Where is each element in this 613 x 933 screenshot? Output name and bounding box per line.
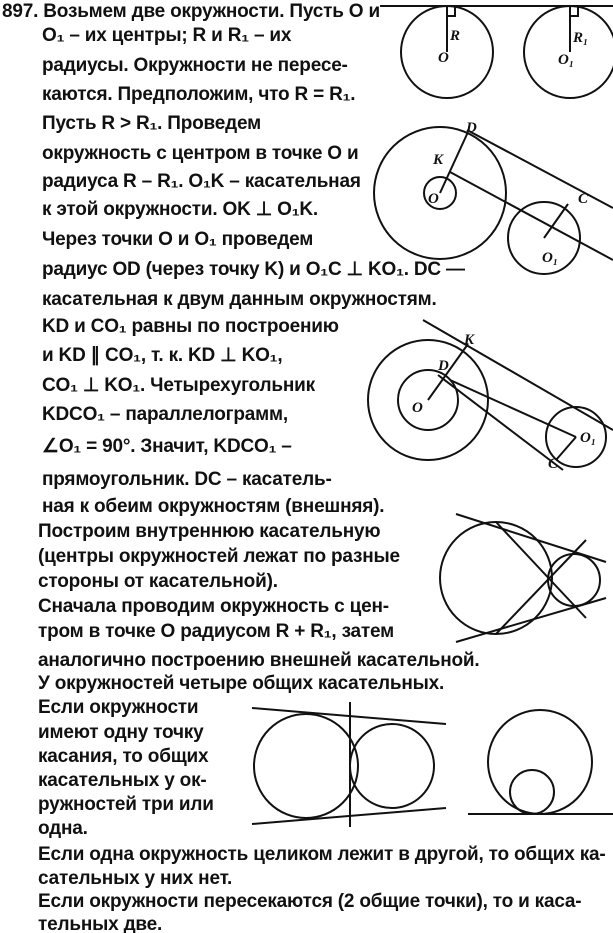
circle-small	[548, 554, 600, 606]
figure-four-tangents	[436, 500, 613, 650]
text-line-21: стороны от касательной).	[38, 571, 278, 592]
label-c: C	[578, 191, 589, 207]
text-line-9: Через точки O и O₁ проведем	[42, 229, 314, 250]
text-line-20: (центры окружностей лежат по разные	[38, 546, 400, 567]
text-line-7: радиуса R – R₁. O₁K – касательная	[42, 171, 361, 192]
text-line-16: ∠O₁ = 90°. Значит, KDCO₁ –	[42, 436, 292, 457]
text-line-14: CO₁ ⊥ KO₁. Четырехугольник	[42, 375, 315, 396]
text-line-35: тельных две.	[38, 914, 163, 933]
label-o1: O₁	[558, 52, 575, 68]
text-line-30: ружностей три или	[38, 794, 214, 815]
label-r1: R₁	[573, 30, 589, 46]
figure-rectangle-kdco1	[368, 320, 613, 480]
problem-number: 897.	[2, 1, 39, 22]
text-line-18: ная к обеим окружностям (внешняя).	[42, 496, 385, 517]
text-line-1: 897. Возьмем две окружности. Пусть O и	[2, 1, 380, 22]
text-line-15: KDCO₁ – параллелограмм,	[42, 404, 288, 425]
figure-external-touch	[250, 702, 450, 827]
figure-external-tangent	[372, 120, 613, 300]
label-o: O	[412, 400, 423, 416]
figure-internal-touch	[468, 700, 613, 820]
label-d: D	[438, 358, 449, 374]
text-line-24: аналогично построению внешней касательной.	[38, 650, 480, 671]
tangent-dc	[423, 320, 613, 430]
external-tangent-bottom	[456, 598, 606, 642]
text-line-10: радиус OD (через точку K) и O₁C ⊥ KO₁. DC —	[42, 259, 465, 280]
text-line-3: радиусы. Окружности не пересе-	[42, 55, 348, 76]
label-o1: O₁	[542, 250, 559, 266]
tangent-dc	[467, 130, 613, 208]
circle-outer	[488, 710, 592, 814]
text-line-13: и KD ∥ CO₁, т. к. KD ⊥ KO₁,	[42, 345, 283, 366]
circle-left	[254, 714, 358, 818]
text-line-31: одна.	[38, 818, 88, 839]
circle-inner	[510, 770, 554, 814]
text-line-11: касательная к двум данным окружностям.	[42, 289, 437, 310]
label-c: C	[548, 456, 559, 472]
label-k: K	[433, 152, 444, 168]
text-line-12: KD и CO₁ равны по построению	[42, 316, 339, 337]
text-line-17: прямоугольник. DC – касатель-	[42, 469, 332, 490]
text-line-29: касательных у ок-	[38, 770, 207, 791]
figure-equal-circles	[380, 0, 613, 110]
line-ko1	[450, 380, 576, 437]
text-line-22: Сначала проводим окружность с цен-	[38, 596, 389, 617]
text-line-27: имеют одну точку	[38, 722, 204, 743]
internal-tangent-2	[496, 540, 586, 634]
text-line-34: Если окружности пересекаются (2 общие точки), то и каса-	[38, 891, 582, 912]
label-d: D	[466, 120, 477, 136]
label-o: O	[428, 191, 439, 207]
text-line-8: к этой окружности. OK ⊥ O₁K.	[42, 199, 318, 220]
text-line-23: тром в точке O радиусом R + R₁, затем	[38, 621, 395, 642]
label-o1: O₁	[580, 430, 597, 446]
text-line-19: Построим внутреннюю касательную	[38, 521, 381, 542]
internal-tangent-1	[496, 522, 586, 618]
text-line-6: окружность с центром в точке O и	[42, 143, 359, 164]
text-line-32: Если одна окружность целиком лежит в другой, то общих ка-	[38, 844, 606, 865]
line-ko1	[450, 172, 613, 260]
circle-right	[350, 724, 434, 808]
label-r: R	[450, 28, 461, 44]
text-line-28: касания, то общих	[38, 746, 209, 767]
text-line-33: сательных у них нет.	[38, 868, 233, 889]
text-line-2: O₁ – их центры; R и R₁ – их	[42, 25, 292, 46]
label-o: O	[438, 50, 449, 66]
segment-o1c	[556, 437, 576, 460]
text-line-26: Если окружности	[38, 697, 199, 718]
text-line-25: У окружностей четыре общих касательных.	[38, 673, 445, 694]
label-k: K	[464, 332, 475, 348]
text-line-5: Пусть R > R₁. Проведем	[42, 113, 261, 134]
external-tangent-top	[456, 514, 606, 562]
text-line-4: каются. Предположим, что R = R₁.	[42, 84, 356, 105]
